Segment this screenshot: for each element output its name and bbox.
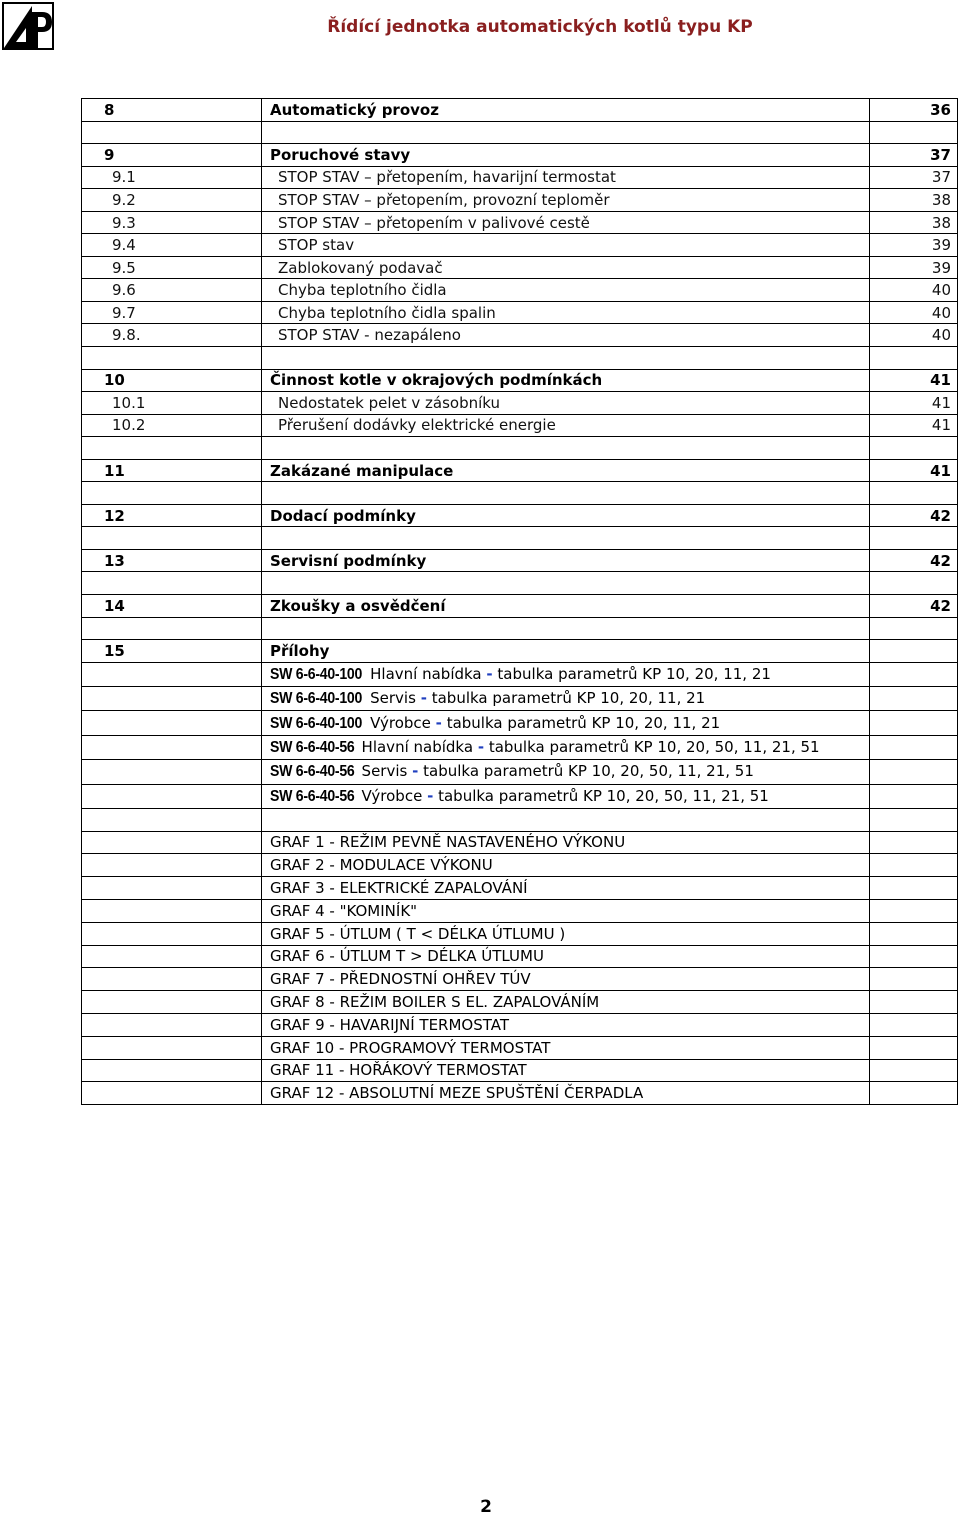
graph-row[interactable] [82, 1013, 958, 1036]
section-title: Servisní podmínky [262, 549, 870, 572]
subsection-title: STOP STAV – přetopením, provozní teploměr [262, 189, 870, 212]
graph-row[interactable] [82, 991, 958, 1014]
section-title: Automatický provoz [262, 99, 870, 122]
section-title: Zkoušky a osvědčení [262, 595, 870, 618]
software-code: SW 6-6-40-56 [270, 787, 355, 805]
software-entry [262, 760, 870, 784]
graph-row[interactable] [82, 1036, 958, 1059]
software-table-row[interactable] [82, 687, 958, 711]
subsection-title: Přerušení dodávky elektrické energie [262, 414, 870, 437]
section-page: 42 [870, 595, 958, 618]
graph-title: GRAF 3 - ELEKTRICKÉ ZAPALOVÁNÍ [262, 877, 870, 900]
section-title: Činnost kotle v okrajových podmínkách [262, 369, 870, 392]
software-menu: Servis [361, 762, 408, 781]
subsection-page: 40 [870, 301, 958, 324]
subsection-title: STOP STAV – přetopením, havarijní termostat [262, 166, 870, 189]
software-table-row[interactable] [82, 784, 958, 808]
toc-section-row[interactable] [82, 99, 958, 122]
dash-separator: - [427, 786, 434, 805]
section-number: 12 [82, 504, 262, 527]
subsection-page: 40 [870, 324, 958, 347]
subsection-number: 9.6 [82, 279, 262, 302]
subsection-number: 9.3 [82, 211, 262, 234]
section-title: Zakázané manipulace [262, 459, 870, 482]
software-table-row[interactable] [82, 662, 958, 686]
subsection-page: 39 [870, 256, 958, 279]
section-number: 10 [82, 369, 262, 392]
graph-title: GRAF 9 - HAVARIJNÍ TERMOSTAT [262, 1013, 870, 1036]
software-description: tabulka parametrů KP 10, 20, 11, 21 [497, 664, 771, 683]
subsection-title: Zablokovaný podavač [262, 256, 870, 279]
software-entry [262, 687, 870, 711]
software-code: SW 6-6-40-100 [270, 690, 363, 708]
software-table-row[interactable] [82, 735, 958, 759]
software-entry [262, 735, 870, 759]
toc-subsection-row[interactable] [82, 324, 958, 347]
graph-row[interactable] [82, 1082, 958, 1105]
toc-subsection-row[interactable] [82, 301, 958, 324]
software-code: SW 6-6-40-56 [270, 739, 355, 757]
graph-title: GRAF 5 - ÚTLUM ( T < DÉLKA ÚTLUMU ) [262, 922, 870, 945]
software-code: SW 6-6-40-56 [270, 763, 355, 781]
software-entry [262, 711, 870, 735]
blank-row [82, 572, 958, 595]
subsection-title: STOP STAV – přetopením v palivové cestě [262, 211, 870, 234]
graph-row[interactable] [82, 831, 958, 854]
toc-subsection-row[interactable] [82, 234, 958, 257]
software-menu: Servis [370, 689, 416, 708]
subsection-page: 41 [870, 392, 958, 415]
table-of-contents [81, 98, 958, 1105]
software-entry [262, 662, 870, 686]
software-description: tabulka parametrů KP 10, 20, 11, 21 [446, 713, 721, 732]
software-description: tabulka parametrů KP 10, 20, 50, 11, 21, 51 [423, 762, 754, 781]
subsection-number: 10.2 [82, 414, 262, 437]
section-page: 37 [870, 144, 958, 167]
graph-row[interactable] [82, 877, 958, 900]
section-number: 8 [82, 99, 262, 122]
subsection-page: 40 [870, 279, 958, 302]
graph-title: GRAF 4 - "KOMINÍK" [262, 899, 870, 922]
graph-title: GRAF 7 - PŘEDNOSTNÍ OHŘEV TÚV [262, 968, 870, 991]
graph-row[interactable] [82, 922, 958, 945]
toc-subsection-row[interactable] [82, 189, 958, 212]
toc-subsection-row[interactable] [82, 256, 958, 279]
subsection-number: 9.7 [82, 301, 262, 324]
page-number: 2 [480, 1497, 492, 1517]
graph-row[interactable] [82, 945, 958, 968]
software-code: SW 6-6-40-100 [270, 714, 363, 732]
section-number: 14 [82, 595, 262, 618]
document-header: Řídící jednotka automatických kotlů typu KP [327, 17, 753, 37]
blank-row [82, 482, 958, 505]
section-page: 36 [870, 99, 958, 122]
subsection-title: STOP stav [262, 234, 870, 257]
software-table-row[interactable] [82, 760, 958, 784]
toc-subsection-row[interactable] [82, 414, 958, 437]
subsection-title: Nedostatek pelet v zásobníku [262, 392, 870, 415]
subsection-page: 38 [870, 189, 958, 212]
section-number: 11 [82, 459, 262, 482]
subsection-number: 9.4 [82, 234, 262, 257]
section-number: 13 [82, 549, 262, 572]
blank-row [82, 809, 958, 832]
toc-section-row[interactable] [82, 549, 958, 572]
section-page: 41 [870, 459, 958, 482]
section-title: Dodací podmínky [262, 504, 870, 527]
software-menu: Výrobce [361, 786, 423, 805]
dash-separator: - [486, 664, 493, 683]
graph-row[interactable] [82, 1059, 958, 1082]
software-code: SW 6-6-40-100 [270, 665, 363, 683]
software-table-row[interactable] [82, 711, 958, 735]
software-description: tabulka parametrů KP 10, 20, 50, 11, 21, 51 [438, 786, 769, 805]
appendix-page [870, 640, 958, 663]
toc-subsection-row[interactable] [82, 166, 958, 189]
software-menu: Výrobce [370, 713, 431, 732]
dash-separator: - [420, 689, 427, 708]
software-menu: Hlavní nabídka [370, 664, 482, 683]
toc-section-row[interactable] [82, 504, 958, 527]
graph-title: GRAF 10 - PROGRAMOVÝ TERMOSTAT [262, 1036, 870, 1059]
subsection-title: STOP STAV - nezapáleno [262, 324, 870, 347]
section-number: 9 [82, 144, 262, 167]
subsection-page: 38 [870, 211, 958, 234]
dash-separator: - [412, 762, 419, 781]
software-description: tabulka parametrů KP 10, 20, 50, 11, 21, 51 [488, 738, 820, 757]
toc-appendix-row[interactable] [82, 640, 958, 663]
blank-row [82, 527, 958, 550]
subsection-page: 41 [870, 414, 958, 437]
software-description: tabulka parametrů KP 10, 20, 11, 21 [431, 689, 706, 708]
toc-section-row[interactable] [82, 144, 958, 167]
dash-separator: - [435, 713, 442, 732]
graph-title: GRAF 11 - HOŘÁKOVÝ TERMOSTAT [262, 1059, 870, 1082]
subsection-number: 10.1 [82, 392, 262, 415]
subsection-number: 9.8. [82, 324, 262, 347]
graph-row[interactable] [82, 968, 958, 991]
subsection-page: 39 [870, 234, 958, 257]
toc-subsection-row[interactable] [82, 392, 958, 415]
subsection-title: Chyba teplotního čidla spalin [262, 301, 870, 324]
dash-separator: - [477, 738, 485, 757]
appendix-number: 15 [82, 640, 262, 663]
graph-title: GRAF 6 - ÚTLUM T > DÉLKA ÚTLUMU [262, 945, 870, 968]
graph-row[interactable] [82, 899, 958, 922]
toc-subsection-row[interactable] [82, 279, 958, 302]
section-page: 42 [870, 549, 958, 572]
toc-subsection-row[interactable] [82, 211, 958, 234]
graph-row[interactable] [82, 854, 958, 877]
section-title: Poruchové stavy [262, 144, 870, 167]
software-menu: Hlavní nabídka [361, 738, 474, 757]
toc-section-row[interactable] [82, 459, 958, 482]
toc-section-row[interactable] [82, 595, 958, 618]
graph-title: GRAF 8 - REŽIM BOILER S EL. ZAPALOVÁNÍM [262, 991, 870, 1014]
section-page: 41 [870, 369, 958, 392]
subsection-number: 9.1 [82, 166, 262, 189]
subsection-number: 9.2 [82, 189, 262, 212]
section-page: 42 [870, 504, 958, 527]
blank-row [82, 347, 958, 370]
graph-title: GRAF 2 - MODULACE VÝKONU [262, 854, 870, 877]
subsection-number: 9.5 [82, 256, 262, 279]
blank-row [82, 437, 958, 460]
appendix-title: Přílohy [262, 640, 870, 663]
subsection-page: 37 [870, 166, 958, 189]
software-entry [262, 784, 870, 808]
blank-row [82, 617, 958, 640]
graph-title: GRAF 12 - ABSOLUTNÍ MEZE SPUŠTĚNÍ ČERPADLA [262, 1082, 870, 1105]
toc-section-row[interactable] [82, 369, 958, 392]
graph-title: GRAF 1 - REŽIM PEVNĚ NASTAVENÉHO VÝKONU [262, 831, 870, 854]
blank-row [82, 121, 958, 144]
subsection-title: Chyba teplotního čidla [262, 279, 870, 302]
